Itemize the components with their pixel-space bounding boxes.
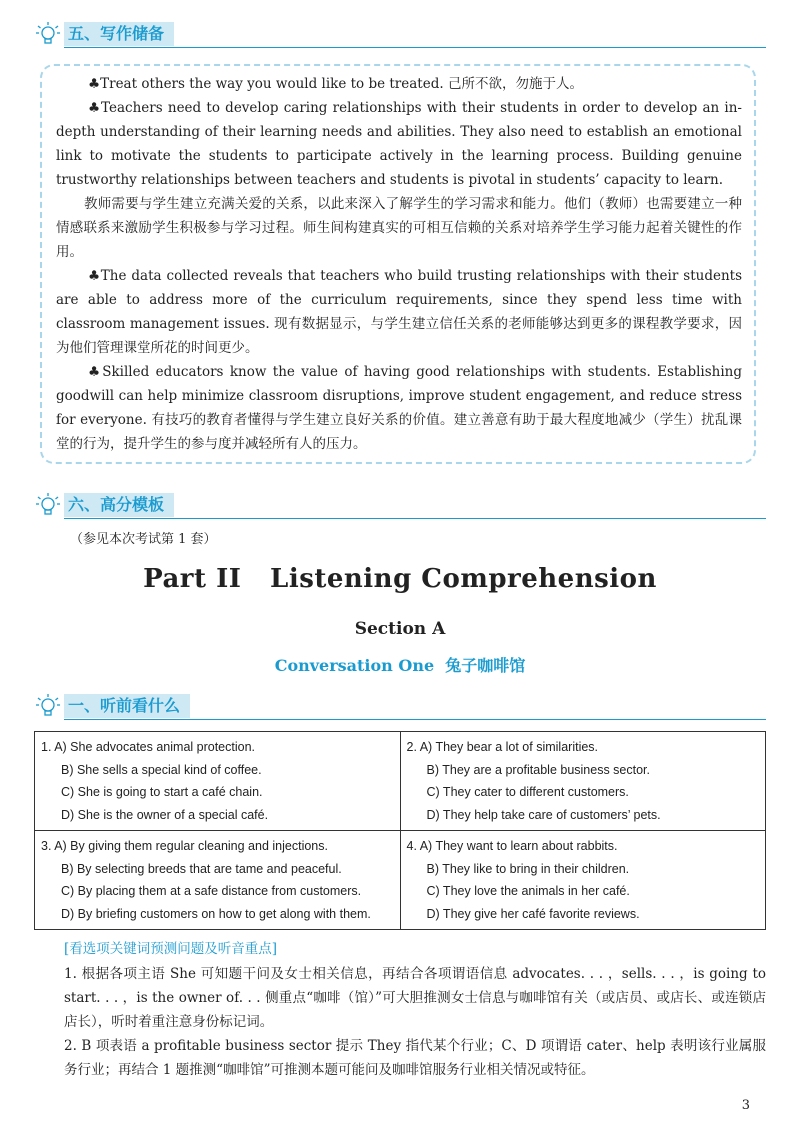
option-line: D) They give her café favorite reviews.: [426, 906, 640, 921]
option-line: B) She sells a special kind of coffee.: [61, 762, 262, 777]
paragraph-4: ♣Skilled educators know the value of having good relationships with students. Establishing goodwill can help minimize classroom disruptions, improve student engagement, and reduce stress for everyone. 有技巧的教育者懂得与学生建立良好关系的价值。建立善意有助于最大程度地减少（学生）扰乱课堂的行为，提升学生的参与度并减轻所有人的压力。: [56, 364, 742, 452]
section-5-header: [34, 20, 766, 48]
paragraph-3: ♣The data collected reveals that teachers who build trusting relationships with their students are able to address more of the curriculum requirements, since they spend less time with classroom management issues. 现有数据显示，与学生建立信任关系的老师能够达到更多的课程教学要求，因为他们管理课堂所花的时间更少。: [56, 268, 742, 356]
conversation-title: Conversation One 兔子咖啡馆: [274, 656, 526, 675]
options-table: [34, 731, 766, 930]
section-6-rule: [64, 518, 766, 519]
option-line: D) They help take care of customers’ pets.: [426, 807, 661, 822]
section-6-title: 六、高分模板: [64, 493, 174, 517]
section-6-header: [34, 491, 766, 519]
option-line: 2. A) They bear a lot of similarities.: [406, 740, 599, 754]
explanation-2: 2. B 项表语 a profitable business sector 提示 They 指代某个行业；C、D 项谓语 cater、help 表明该行业属服务行业；再结合 1 题推测“咖啡馆”可推测本题可能问及咖啡馆服务行业相关情况或特征。: [64, 1038, 766, 1078]
table-row: [35, 831, 766, 930]
page-number: 3: [741, 1098, 750, 1113]
club-icon: ♣: [88, 268, 101, 284]
option-line: C) By placing them at a safe distance from customers.: [61, 884, 362, 898]
section-1-header: [34, 692, 766, 720]
section-title: Section A: [354, 619, 446, 639]
option-line: 4. A) They want to learn about rabbits.: [406, 839, 618, 853]
option-line: C) They love the animals in her café.: [426, 884, 630, 898]
hint-heading: [看选项关键词预测问题及听音重点]: [64, 941, 278, 957]
option-line: B) They are a profitable business sector.: [426, 762, 650, 777]
question-4-cell: [400, 831, 766, 930]
question-1-cell: [35, 732, 401, 831]
option-line: D) She is the owner of a special café.: [61, 807, 269, 822]
explanation-1: 1. 根据各项主语 She 可知题干问及女士相关信息，再结合各项谓语信息 advocates. . . ，sells. . . ，is going to start. . . ，is the owner of. . . 侧重点“咖啡（馆）”可大胆推测女士信息与咖啡馆有关（或店员、或店长、或连锁店店长），听时着重注意身份标记词。: [64, 966, 766, 1030]
part-title: Part II Listening Comprehension: [143, 564, 657, 594]
club-icon: ♣: [88, 100, 102, 116]
option-line: C) They cater to different customers.: [426, 785, 629, 799]
question-3-cell: [35, 831, 401, 930]
option-line: C) She is going to start a café chain.: [61, 785, 263, 799]
option-line: 3. A) By giving them regular cleaning and injections.: [41, 839, 328, 853]
lightbulb-icon: [34, 20, 62, 48]
option-line: B) By selecting breeds that are tame and peaceful.: [61, 861, 342, 876]
option-line: B) They like to bring in their children.: [426, 861, 630, 876]
table-row: [35, 732, 766, 831]
question-2-cell: [400, 732, 766, 831]
reference-note: （参见本次考试第 1 套）: [70, 532, 217, 547]
option-line: D) By briefing customers on how to get along with them.: [61, 906, 371, 921]
section-5-rule: [64, 47, 766, 48]
paragraph-1: ♣Treat others the way you would like to be treated. 己所不欲，勿施于人。: [88, 76, 583, 92]
club-icon: ♣: [88, 364, 103, 380]
lightbulb-icon: [34, 692, 62, 720]
lightbulb-icon: [34, 491, 62, 519]
club-icon: ♣: [88, 76, 101, 92]
section-1-rule: [64, 719, 766, 720]
section-5-title: 五、写作储备: [64, 22, 174, 46]
paragraph-2: ♣Teachers need to develop caring relationships with their students in order to develop an in-depth understanding of their learning needs and abilities. They also need to establish an emotional link to motivate the students to participate actively in the learning process. Building genuine trustworthy relationships between teachers and students is pivotal in students’ capacity to learn.: [56, 100, 742, 188]
writing-reserve-box: [40, 64, 756, 464]
section-1-title: 一、听前看什么: [64, 694, 190, 718]
paragraph-2-translation: 教师需要与学生建立充满关爱的关系，以此来深入了解学生的学习需求和能力。他们（教师）也需要建立一种情感联系来激励学生积极参与学习过程。师生间构建真实的可相互信赖的关系对培养学生学习能力起着关键性的作用。: [56, 196, 742, 260]
option-line: 1. A) She advocates animal protection.: [41, 740, 256, 754]
